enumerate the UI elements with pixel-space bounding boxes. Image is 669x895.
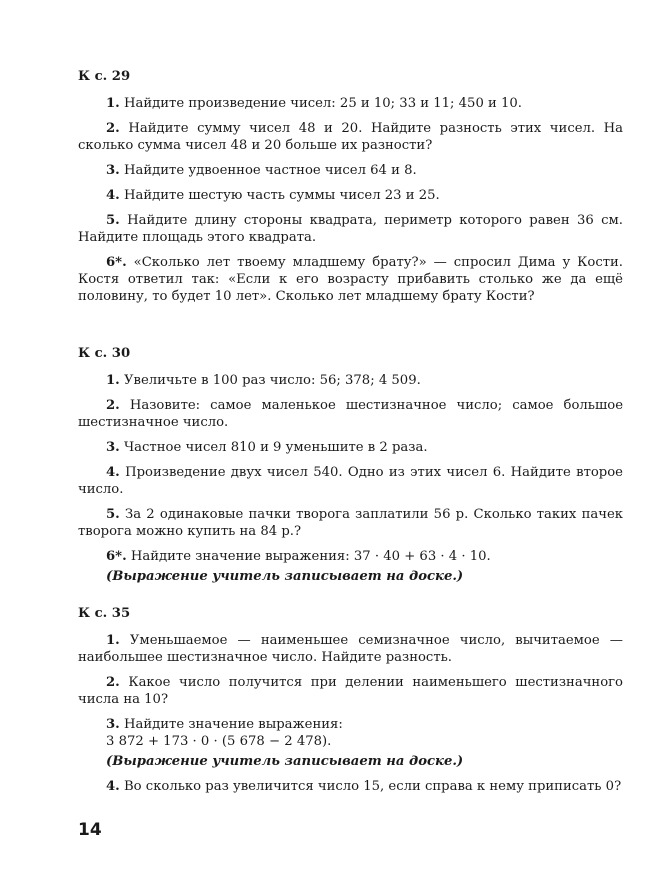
task-item: 5. За 2 одинаковые пачки творога заплатили 56 р. Сколько таких пачек творога можно купить на 84 р.? [78,507,623,539]
section-p35 [78,605,623,803]
section-p29 [78,68,623,313]
teacher-note: (Выражение учитель записывает на доске.) [106,754,464,769]
task-item: 6*. «Сколько лет твоему младшему брату?» — спросил Дима у Кости. Костя ответил так: «Если к его возрасту прибавить столько же да ещё половину, то будет 10 лет». Сколько лет младшему брату Кости? [78,255,623,304]
task-item: 6*. Найдите значение выражения: 37 · 40 + 63 · 4 · 10. [106,549,491,564]
task-item: 1. Найдите произведение чисел: 25 и 10; 33 и 11; 450 и 10. [106,96,522,111]
task-item: 4. Найдите шестую часть суммы чисел 23 и 25. [106,188,440,203]
task-item: 3. Найдите значение выражения: [106,717,343,732]
task-item: 2. Какое число получится при делении наименьшего шестизначного числа на 10? [78,675,623,707]
task-item: 4. Во сколько раз увеличится число 15, если справа к нему приписать 0? [106,779,622,794]
teacher-note: (Выражение учитель записывает на доске.) [106,569,464,584]
task-item: 3. Найдите удвоенное частное чисел 64 и 8. [106,163,417,178]
task-item: 1. Увеличьте в 100 раз число: 56; 378; 4 509. [106,373,421,388]
task-item: 3. Частное чисел 810 и 9 уменьшите в 2 раза. [106,440,428,455]
section-heading: К с. 29 [78,69,131,84]
section-p30 [78,345,623,593]
section-heading: К с. 30 [78,346,131,361]
section-heading: К с. 35 [78,606,131,621]
task-item: 1. Уменьшаемое — наименьшее семизначное число, вычитаемое — наибольшее шестизначное число. Найдите разность. [78,633,623,665]
task-item: 5. Найдите длину стороны квадрата, периметр которого равен 36 см. Найдите площадь этого квадрата. [78,213,623,245]
task-item: 4. Произведение двух чисел 540. Одно из этих чисел 6. Найдите второе число. [78,465,623,497]
expression: 3 872 + 173 · 0 · (5 678 − 2 478). [106,734,332,749]
page-number: 14 [78,820,102,840]
task-item: 2. Найдите сумму чисел 48 и 20. Найдите разность этих чисел. На сколько сумма чисел 48 и 20 больше их разности? [78,121,624,153]
task-item: 2. Назовите: самое маленькое шестизначное число; самое большое шестизначное число. [78,398,623,430]
